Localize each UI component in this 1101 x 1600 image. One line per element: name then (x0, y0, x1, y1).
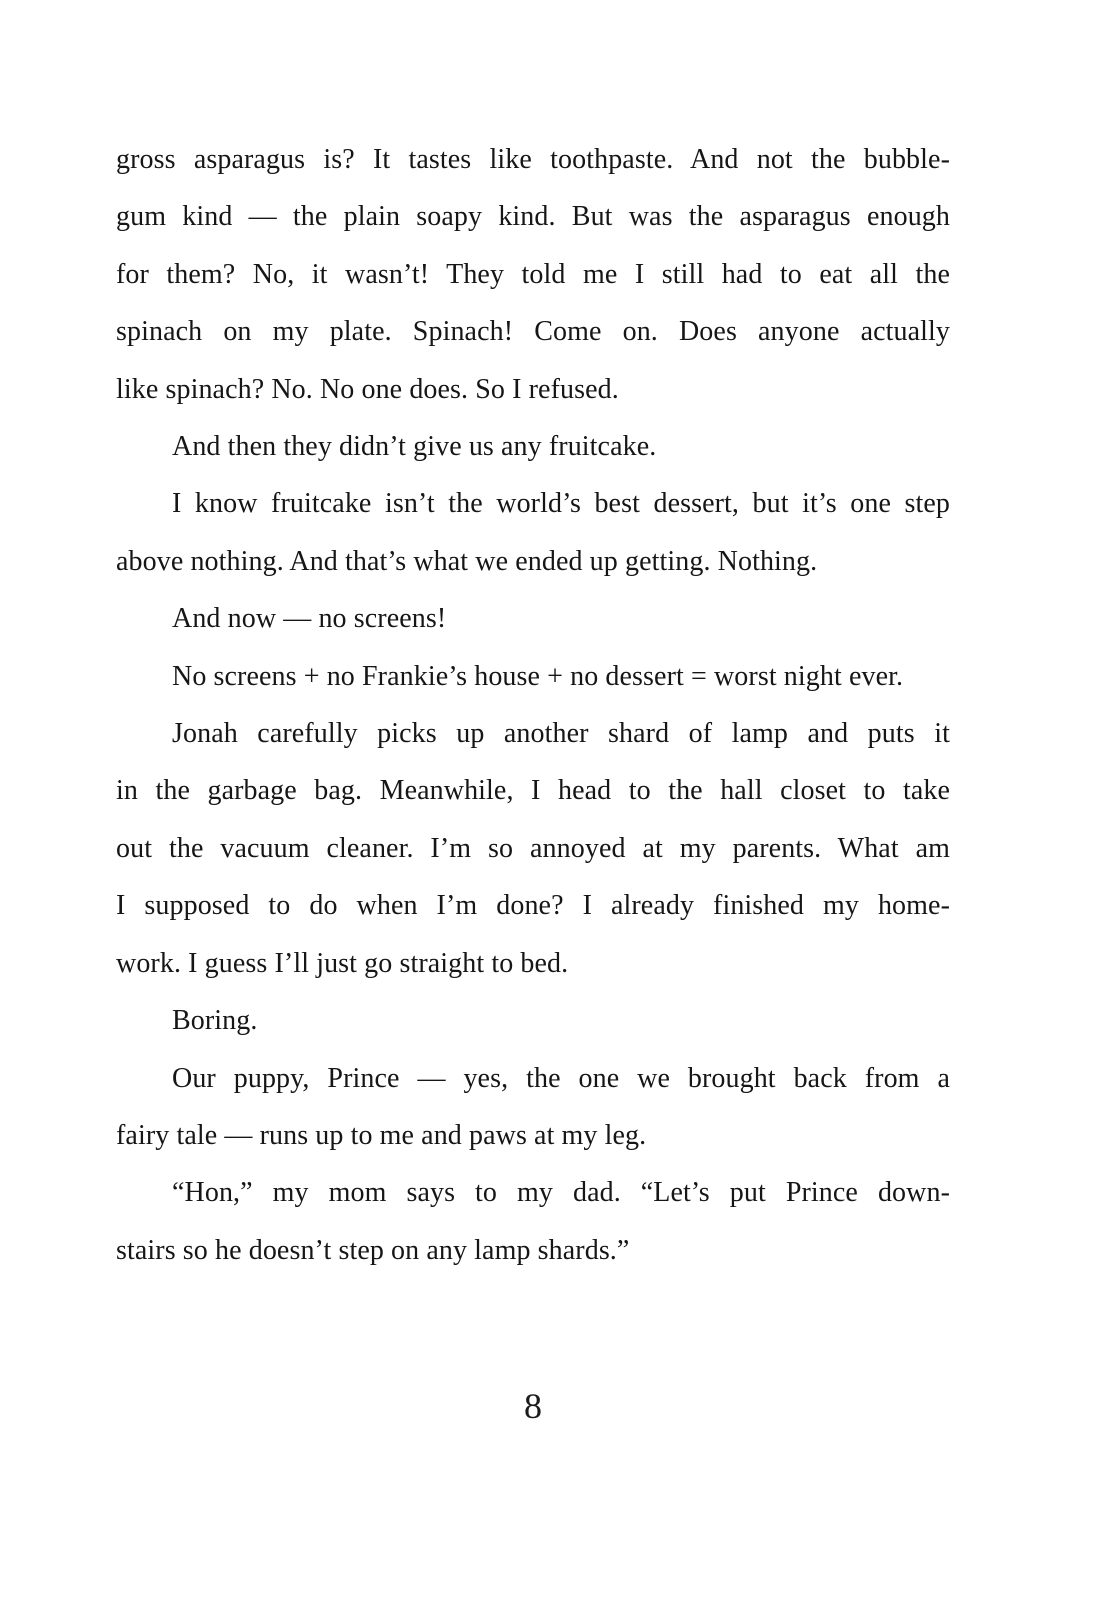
text-line: gross asparagus is? It tastes like toothpaste. And not the bubble- (116, 144, 950, 175)
text-line: like spinach? No. No one does. So I refused. (116, 373, 619, 405)
text-line: fairy tale — runs up to me and paws at my leg. (116, 1119, 647, 1151)
text-line: stairs so he doesn’t step on any lamp shards.” (116, 1234, 630, 1266)
page-number: 8 (524, 1386, 542, 1426)
text-line: Boring. (172, 1005, 258, 1037)
text-line: work. I guess I’ll just go straight to bed. (116, 947, 569, 979)
text-line: Jonah carefully picks up another shard of lamp and puts it (172, 718, 950, 750)
page-text-block (116, 131, 950, 1279)
text-line: And then they didn’t give us any fruitcake. (172, 431, 657, 463)
text-line: out the vacuum cleaner. I’m so annoyed at my parents. What am (116, 832, 950, 864)
text-line: And now — no screens! (172, 603, 447, 635)
text-line: No screens + no Frankie’s house + no dessert = worst night ever. (172, 660, 904, 692)
text-line: Our puppy, Prince — yes, the one we brought back from a (172, 1062, 950, 1094)
text-line: gum kind — the plain soapy kind. But was the asparagus enough (116, 201, 950, 233)
text-line: “Hon,” my mom says to my dad. “Let’s put Prince down- (172, 1177, 950, 1209)
text-line: for them? No, it wasn’t! They told me I still had to eat all the (116, 258, 950, 290)
text-line: above nothing. And that’s what we ended up getting. Nothing. (116, 545, 818, 577)
text-line: I supposed to do when I’m done? I already finished my home- (116, 890, 950, 922)
text-line: I know fruitcake isn’t the world’s best dessert, but it’s one step (172, 488, 950, 520)
text-line: in the garbage bag. Meanwhile, I head to the hall closet to take (116, 775, 950, 807)
text-line: spinach on my plate. Spinach! Come on. Does anyone actually (116, 316, 950, 348)
